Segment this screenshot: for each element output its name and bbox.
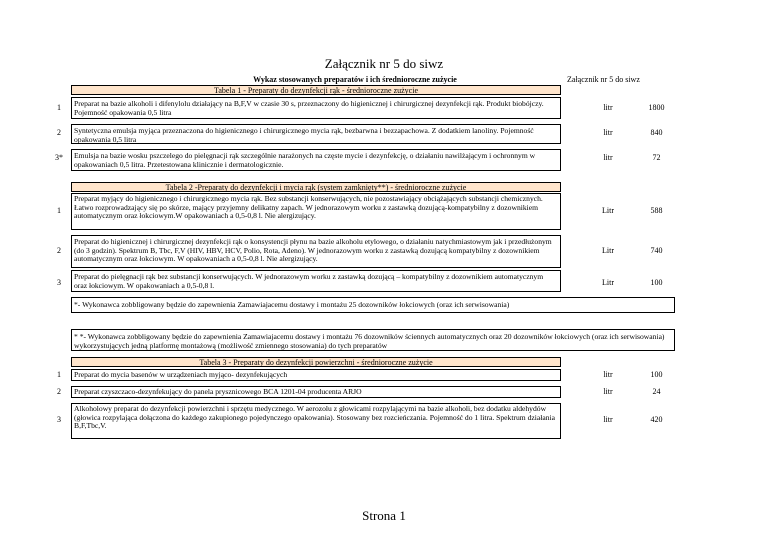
row-description: Alkoholowy preparat do dezynfekcji powierzchni i sprzętu medycznego. W aerozolu z głowicami rozpylającymi na bazie alkoholi, bez dodatku aldehydów (głowica rozpylająca dołączona do każdego zakupionego pojedynczego opakowania). Stosowany bez rozcieńczania. Pojemność do 1 litra. Spektrum działania B,F,Tbc,V. <box>71 403 561 439</box>
row-number: 3 <box>57 278 61 287</box>
row-unit: litr <box>603 128 613 137</box>
note-wall-dispensers: * *- Wykonawca zobbligowany będzie do zapewnienia Zamawiajacemu dostawy i montażu 76 dozowników ściennych automatycznych oraz 20 dozowników łokciowych (oraz ich serwisowania) wykorzystujących jedną platformę montażową (możliwość zmiennego stosowania) do tych preparatów <box>71 329 675 351</box>
table-2 <box>48 182 675 290</box>
row-description: Preparat do higienicznej i chirurgicznej dezynfekcji rąk o konsystencji płynu na bazie alkoholu etylowego, o działaniu natychmiastowym jak i przedłużonym (do 3 godzin). Spektrum B, Tbc, F,V (HIV, HBV, HCV, Polio, Rota, Adeno). W jednorazowym worku z zastawką dozującą kompatybilny z dozownikiem automatycznym oraz łokciowym. W opakowaniach a 0,5-0,8 l. Nie alergizujący. <box>71 235 561 268</box>
row-unit: litr <box>603 103 613 112</box>
table-row <box>48 403 675 443</box>
row-unit: litr <box>603 370 613 379</box>
row-quantity: 72 <box>652 153 661 162</box>
row-quantity: 588 <box>650 206 663 215</box>
row-number: 2 <box>57 387 61 396</box>
row-quantity: 1800 <box>648 103 665 112</box>
list-heading: Wykaz stosowanych preparatów i ich średnioroczne zużycie <box>253 75 457 84</box>
row-unit: Litr <box>602 278 614 287</box>
table-row <box>48 122 675 146</box>
table-row <box>48 235 675 269</box>
table-row <box>48 369 675 383</box>
row-quantity: 740 <box>650 246 663 255</box>
row-number: 3 <box>57 415 61 424</box>
row-description: Preparat na bazie alkoholi i difenylolu działający na B,F,V w czasie 30 s, przeznaczony do higienicznej i chirurgicznej dezynfekcji rąk. Produkt biobójczy. Pojemność opakowania 0,5 litra <box>71 97 561 119</box>
table-row <box>48 386 675 400</box>
row-number: 1 <box>57 370 61 379</box>
row-unit: Litr <box>602 206 614 215</box>
row-quantity: 100 <box>650 278 663 287</box>
table-1 <box>48 85 675 173</box>
row-unit: litr <box>603 387 613 396</box>
row-description: Preparat czyszczaco-dezynfekujący do panela prysznicowego BCA 1201-04 producenta ARJO <box>71 386 561 398</box>
note-elbow-dispensers: *- Wykonawca zobbligowany będzie do zapewnienia Zamawiajacemu dostawy i montażu 25 dozowników łokciowych (oraz ich serwisowania) <box>71 297 675 313</box>
table-row <box>48 193 675 233</box>
row-number: 3* <box>55 153 63 162</box>
heading-attachment-note: Załącznik nr 5 do siwz <box>567 75 640 84</box>
table-2-header: Tabela 2 -Preparaty do dezynfekcji i mycia rąk (system zamknięty**) - średnioroczne zużycie <box>71 182 561 192</box>
row-number: 1 <box>57 206 61 215</box>
row-number: 2 <box>57 128 61 137</box>
table-row <box>48 270 675 294</box>
row-number: 1 <box>57 103 61 112</box>
row-quantity: 420 <box>650 415 663 424</box>
table-1-header: Tabela 1 - Preparaty do dezynfekcji rąk - średnioroczne zużycie <box>71 85 561 95</box>
table-row <box>48 149 675 173</box>
row-description: Emulsja na bazie wosku pszczelego do pielęgnacji rąk szczególnie narażonych na częste mycie i dezynfekcję, o działaniu nawilżającym i ochronnym w opakowaniach 0,5 litra. Przetestowana klinicznie i dermatologicznie. <box>71 149 561 171</box>
row-description: Preparat do pielęgnacji rąk bez substancji konserwujących. W jednorazowym worku z zastawką dozującą – kompatybilny z dozownikiem automatycznym oraz łokciowym. W opakowaniach a 0,5-0,8 l. <box>71 270 561 292</box>
row-description: Syntetyczna emulsja myjąca przeznaczona do higienicznego i chirurgicznego mycia rąk, bezbarwna i bezzapachowa. Z dodatkiem lanoliny. Pojemność opakowania 0,5 litra <box>71 124 561 144</box>
row-quantity: 100 <box>650 370 663 379</box>
row-number: 2 <box>57 246 61 255</box>
page-number: Strona 1 <box>362 508 406 523</box>
row-quantity: 840 <box>650 128 663 137</box>
row-unit: litr <box>603 153 613 162</box>
row-unit: litr <box>603 415 613 424</box>
table-3 <box>48 357 675 477</box>
document-title: Załącznik nr 5 do siwz <box>324 56 444 71</box>
table-3-header: Tabela 3 - Preparaty do dezynfekcji powierzchni - średnioroczne zużycie <box>71 357 561 367</box>
row-description: Preparat myjący do higienicznego i chirurgicznego mycia rąk. Bez substancji konserwujących, nie pozostawiający obciążających substancji chemicznych. Łatwo rozprowadzający się po skórze, mający przyjemny delikatny zapach. W jednorazowym worku z zastawką dozującą-kompatybilny z dozownikiem automatycznym oraz łokciowym.W opakowaniach a 0,5-0,8 l. Nie alergizujący. <box>71 193 561 230</box>
row-unit: Litr <box>602 246 614 255</box>
table-row <box>48 97 675 121</box>
row-quantity: 24 <box>652 387 661 396</box>
row-description: Preparat do mycia basenów w urządzeniach myjąco- dezynfekujących <box>71 369 561 381</box>
